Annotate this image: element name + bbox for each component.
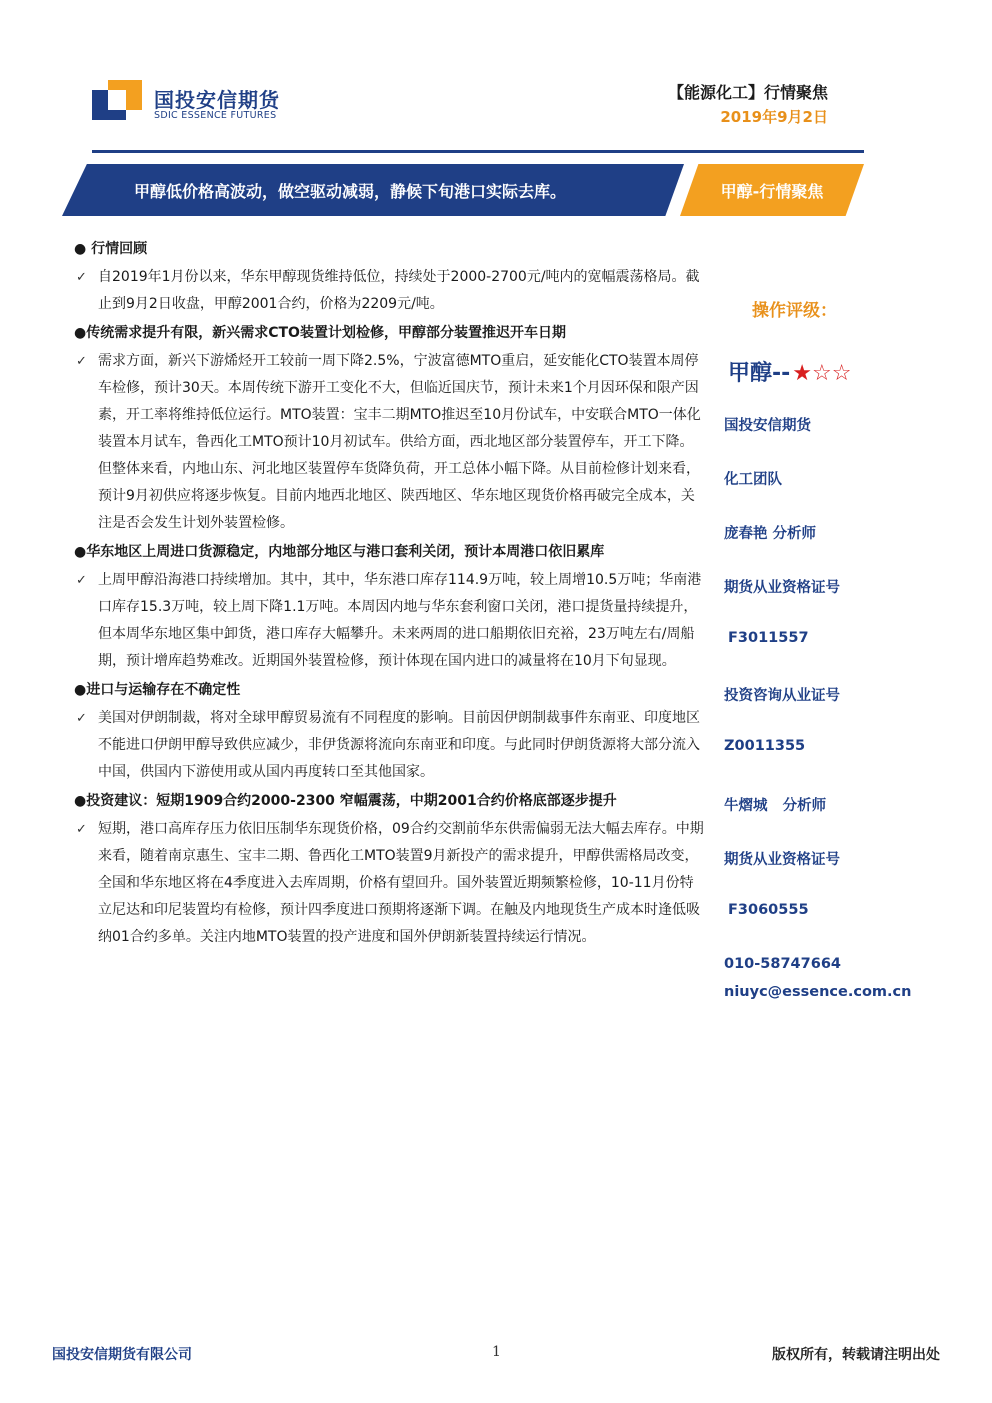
section-title: ●投资建议：短期1909合约2000-2300 窄幅震荡，中期2001合约价格底部逐步提升	[74, 793, 617, 809]
check-icon: ✓	[76, 822, 87, 837]
logo-mark-icon	[92, 80, 144, 122]
side-analyst-2: 牛熠城 分析师	[724, 798, 827, 814]
footer-copyright: 版权所有，转载请注明出处	[772, 1347, 940, 1363]
side-company: 国投安信期货	[724, 418, 811, 434]
report-date: 2019年9月2日	[720, 108, 828, 126]
section-paragraph: ✓ 美国对伊朗制裁，将对全球甲醇贸易流有不同程度的影响。目前因伊朗制裁事件东南亚、印度地区不能进口伊朗甲醇导致供应减少，非伊货源将流向东南亚和印度。与此同时伊朗货源将大部分流入中国，供国内下游使用或从国内再度转口至其他国家。	[74, 705, 704, 786]
side-consult-label: 投资咨询从业证号	[724, 688, 840, 704]
logo-text-en: SDIC ESSENCE FUTURES	[154, 110, 277, 121]
check-icon: ✓	[76, 573, 87, 588]
side-license-number-1: F3011557	[728, 630, 809, 646]
footer-page-number: 1	[492, 1344, 501, 1360]
company-logo	[92, 78, 322, 126]
section-title: ● 行情回顾	[74, 241, 148, 257]
section-market-review	[74, 238, 704, 318]
side-license-label-1: 期货从业资格证号	[724, 580, 840, 596]
section-investment-advice	[74, 790, 704, 951]
side-team: 化工团队	[724, 472, 782, 488]
rating-label: 操作评级：	[752, 301, 837, 321]
report-category: 【能源化工】行情聚焦	[667, 83, 828, 102]
check-icon: ✓	[76, 354, 87, 369]
topic-tag-text: 甲醇-行情聚焦	[720, 182, 824, 201]
section-paragraph: ✓ 短期，港口高库存压力依旧压制华东现货价格，09合约交割前华东供需偏弱无法大幅去库存。中期来看，随着南京惠生、宝丰二期、鲁西化工MTO装置9月新投产的需求提升，甲醇供需格局改变，全国和华东地区将在4季度进入去库周期，价格有望回升。国外装置近期频繁检修，10-11月份特立尼达和印尼装置均有检修，预计四季度进口预期将逐渐下调。在触及内地现货生产成本时逢低吸纳01合约多单。关注内地MTO装置的投产进度和国外伊朗新装置持续运行情况。	[74, 816, 704, 951]
report-header	[667, 80, 828, 126]
report-body	[74, 234, 704, 953]
section-port-inventory	[74, 541, 704, 675]
rating-name: 甲醇--	[728, 361, 791, 386]
section-title: ●进口与运输存在不确定性	[74, 682, 241, 698]
section-paragraph: ✓ 需求方面，新兴下游烯烃开工较前一周下降2.5%，宁波富德MTO重启，延安能化CTO装置本周停车检修，预计30天。本周传统下游开工变化不大，但临近国庆节，预计未来1个月因环保和限产因素，开工率将维持低位运行。MTO装置：宝丰二期MTO推迟至10月份试车，中安联合MTO一体化装置本月试车，鲁西化工MTO预计10月初试车。供给方面，西北地区部分装置停车，开工下降。但整体来看，内地山东、河北地区装置停车货降负荷，开工总体小幅下降。从目前检修计划来看，预计9月初供应将逐步恢复。目前内地西北地区、陕西地区、华东地区现货价格再破完全成本，关注是否会发生计划外装置检修。	[74, 348, 704, 537]
section-demand	[74, 322, 704, 537]
section-paragraph: ✓ 上周甲醇沿海港口持续增加。其中，其中，华东港口库存114.9万吨，较上周增10.5万吨；华南港口库存15.3万吨，较上周下降1.1万吨。本周因内地与华东套利窗口关闭，港口提货量持续提升，但本周华东地区集中卸货，港口库存大幅攀升。未来两周的进口船期依旧充裕，23万吨左右/周船期，预计增库趋势难改。近期国外装置检修，预计体现在国内进口的减量将在10月下旬显现。	[74, 567, 704, 675]
check-icon: ✓	[76, 270, 87, 285]
side-analyst-1: 庞春艳 分析师	[724, 526, 817, 542]
section-import-uncertainty	[74, 679, 704, 786]
section-title: ●传统需求提升有限，新兴需求CTO装置计划检修，甲醇部分装置推迟开车日期	[74, 325, 566, 341]
side-consult-number: Z0011355	[724, 738, 806, 754]
header-divider	[92, 150, 864, 153]
check-icon: ✓	[76, 711, 87, 726]
rating-stars-icon: ★☆☆	[792, 361, 852, 386]
side-license-number-2: F3060555	[728, 902, 809, 918]
topic-tag	[680, 164, 864, 216]
headline-text: 甲醇低价格高波动，做空驱动减弱，静候下旬港口实际去库。	[134, 182, 567, 201]
footer-company: 国投安信期货有限公司	[52, 1347, 192, 1363]
section-paragraph: ✓ 自2019年1月份以来，华东甲醇现货维持低位，持续处于2000-2700元/吨内的宽幅震荡格局。截止到9月2日收盘，甲醇2001合约，价格为2209元/吨。	[74, 264, 704, 318]
section-title: ●华东地区上周进口货源稳定，内地部分地区与港口套利关闭，预计本周港口依旧累库	[74, 544, 605, 560]
logo-text-cn: 国投安信期货	[154, 88, 280, 112]
side-email[interactable]: niuyc@essence.com.cn	[724, 984, 912, 1000]
side-phone: 010-58747664	[724, 956, 841, 972]
headline-banner	[62, 164, 684, 216]
rating	[728, 356, 851, 387]
side-license-label-2: 期货从业资格证号	[724, 852, 840, 868]
